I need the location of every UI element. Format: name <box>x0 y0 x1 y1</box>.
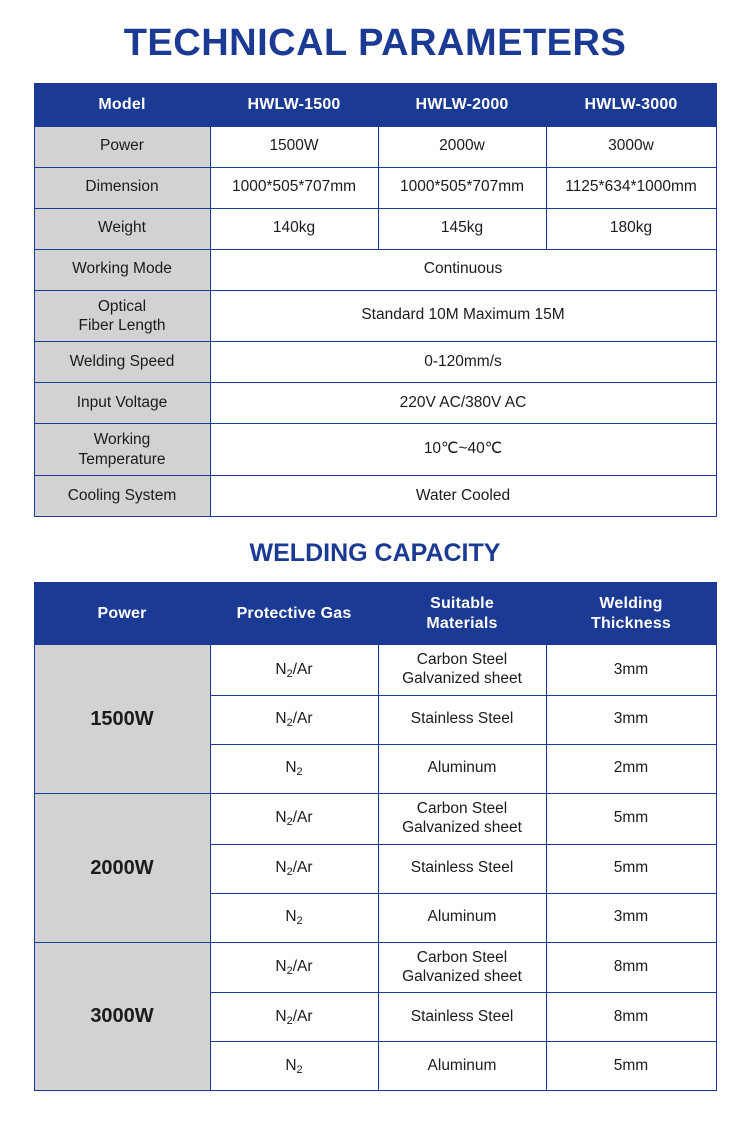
cell-protective-gas <box>210 993 378 1042</box>
table-header-row <box>34 84 716 127</box>
table-row <box>34 167 716 208</box>
material-line1: Carbon Steel <box>416 948 508 966</box>
table-row <box>34 645 716 696</box>
cell-protective-gas <box>210 1042 378 1091</box>
gas-tail: /Ar <box>292 660 313 678</box>
cell-suitable-materials: Aluminum <box>378 744 546 793</box>
gas-base: N <box>275 958 287 976</box>
cell-welding-thickness: 8mm <box>546 942 716 993</box>
material-line2: Galvanized sheet <box>402 818 522 836</box>
row-label-line1: Working <box>93 431 151 449</box>
row-label-welding-speed: Welding Speed <box>34 342 210 383</box>
row-label-dimension: Dimension <box>34 167 210 208</box>
cell-suitable-materials <box>378 645 546 696</box>
cell-welding-thickness: 5mm <box>546 1042 716 1091</box>
row-label-line1: Optical <box>97 297 147 315</box>
cell-suitable-materials <box>378 793 546 844</box>
technical-parameters-table <box>34 83 717 517</box>
cell-optical-fiber-length: Standard 10M Maximum 15M <box>210 290 716 342</box>
cell-input-voltage: 220V AC/380V AC <box>210 383 716 424</box>
column-header-suitable-materials <box>378 583 546 645</box>
gas-tail: /Ar <box>292 958 313 976</box>
cell-cooling-system: Water Cooled <box>210 476 716 517</box>
cell-suitable-materials: Stainless Steel <box>378 844 546 893</box>
welding-capacity-table <box>34 582 717 1091</box>
gas-subscript: 2 <box>286 1015 293 1028</box>
page-title: TECHNICAL PARAMETERS <box>123 22 627 64</box>
row-label-optical-fiber-length <box>34 290 210 342</box>
cell-suitable-materials: Stainless Steel <box>378 993 546 1042</box>
row-label-input-voltage: Input Voltage <box>34 383 210 424</box>
cell-weight-3000: 180kg <box>546 208 716 249</box>
cell-suitable-materials: Aluminum <box>378 1042 546 1091</box>
cell-welding-thickness: 8mm <box>546 993 716 1042</box>
cell-welding-thickness: 3mm <box>546 695 716 744</box>
cell-dimension-3000: 1125*634*1000mm <box>546 167 716 208</box>
table-row <box>34 290 716 342</box>
row-label-line2: Temperature <box>78 450 166 468</box>
column-header-line2: Thickness <box>590 614 672 632</box>
gas-base: N <box>275 809 287 827</box>
cell-protective-gas <box>210 695 378 744</box>
cell-protective-gas <box>210 645 378 696</box>
gas-subscript: 2 <box>286 816 293 829</box>
gas-subscript: 2 <box>286 667 293 680</box>
cell-protective-gas <box>210 942 378 993</box>
column-header-protective-gas: Protective Gas <box>210 583 378 645</box>
cell-weight-2000: 145kg <box>378 208 546 249</box>
group-label-power-1500: 1500W <box>34 645 210 794</box>
cell-power-3000: 3000w <box>546 126 716 167</box>
table-row <box>34 249 716 290</box>
table-row <box>34 942 716 993</box>
column-header-line2: Materials <box>426 614 498 632</box>
gas-base: N <box>275 710 287 728</box>
cell-power-1500: 1500W <box>210 126 378 167</box>
column-header-line1: Welding <box>599 595 663 613</box>
column-header-model-3000: HWLW-3000 <box>546 84 716 127</box>
cell-suitable-materials <box>378 942 546 993</box>
material-line2: Galvanized sheet <box>402 669 522 687</box>
column-header-model: Model <box>34 84 210 127</box>
cell-welding-thickness: 5mm <box>546 793 716 844</box>
gas-base: N <box>285 908 297 926</box>
cell-suitable-materials: Aluminum <box>378 893 546 942</box>
cell-protective-gas <box>210 793 378 844</box>
row-label-weight: Weight <box>34 208 210 249</box>
gas-subscript: 2 <box>296 1064 303 1077</box>
gas-base: N <box>285 1057 297 1075</box>
column-header-line1: Suitable <box>430 595 494 613</box>
cell-welding-speed: 0-120mm/s <box>210 342 716 383</box>
row-label-cooling-system: Cooling System <box>34 476 210 517</box>
material-line1: Carbon Steel <box>416 651 508 669</box>
row-label-working-mode: Working Mode <box>34 249 210 290</box>
table-row <box>34 793 716 844</box>
column-header-welding-thickness <box>546 583 716 645</box>
table-row <box>34 424 716 476</box>
column-header-model-1500: HWLW-1500 <box>210 84 378 127</box>
group-label-power-3000: 3000W <box>34 942 210 1091</box>
gas-subscript: 2 <box>286 866 293 879</box>
table-header-row <box>34 583 716 645</box>
gas-base: N <box>275 859 287 877</box>
gas-tail: /Ar <box>292 809 313 827</box>
cell-protective-gas <box>210 893 378 942</box>
gas-subscript: 2 <box>296 915 303 928</box>
gas-base: N <box>275 660 287 678</box>
cell-welding-thickness: 3mm <box>546 645 716 696</box>
spec-sheet-page <box>0 22 750 1142</box>
cell-dimension-2000: 1000*505*707mm <box>378 167 546 208</box>
gas-subscript: 2 <box>286 965 293 978</box>
cell-protective-gas <box>210 744 378 793</box>
section-title-welding-capacity: WELDING CAPACITY <box>249 539 501 568</box>
column-header-power: Power <box>34 583 210 645</box>
cell-suitable-materials: Stainless Steel <box>378 695 546 744</box>
material-line1: Carbon Steel <box>416 799 508 817</box>
group-label-power-2000: 2000W <box>34 793 210 942</box>
gas-base: N <box>285 759 297 777</box>
gas-base: N <box>275 1008 287 1026</box>
table-row <box>34 342 716 383</box>
gas-tail: /Ar <box>292 1008 313 1026</box>
table-row <box>34 208 716 249</box>
cell-dimension-1500: 1000*505*707mm <box>210 167 378 208</box>
cell-welding-thickness: 5mm <box>546 844 716 893</box>
gas-tail: /Ar <box>292 710 313 728</box>
table-row <box>34 126 716 167</box>
column-header-model-2000: HWLW-2000 <box>378 84 546 127</box>
row-label-line2: Fiber Length <box>78 316 166 334</box>
cell-welding-thickness: 3mm <box>546 893 716 942</box>
table-row <box>34 476 716 517</box>
row-label-working-temperature <box>34 424 210 476</box>
cell-working-mode: Continuous <box>210 249 716 290</box>
material-line2: Galvanized sheet <box>402 967 522 985</box>
cell-protective-gas <box>210 844 378 893</box>
row-label-power: Power <box>34 126 210 167</box>
cell-power-2000: 2000w <box>378 126 546 167</box>
gas-subscript: 2 <box>296 766 303 779</box>
cell-working-temperature: 10℃~40℃ <box>210 424 716 476</box>
cell-weight-1500: 140kg <box>210 208 378 249</box>
table-row <box>34 383 716 424</box>
cell-welding-thickness: 2mm <box>546 744 716 793</box>
gas-subscript: 2 <box>286 717 293 730</box>
gas-tail: /Ar <box>292 859 313 877</box>
